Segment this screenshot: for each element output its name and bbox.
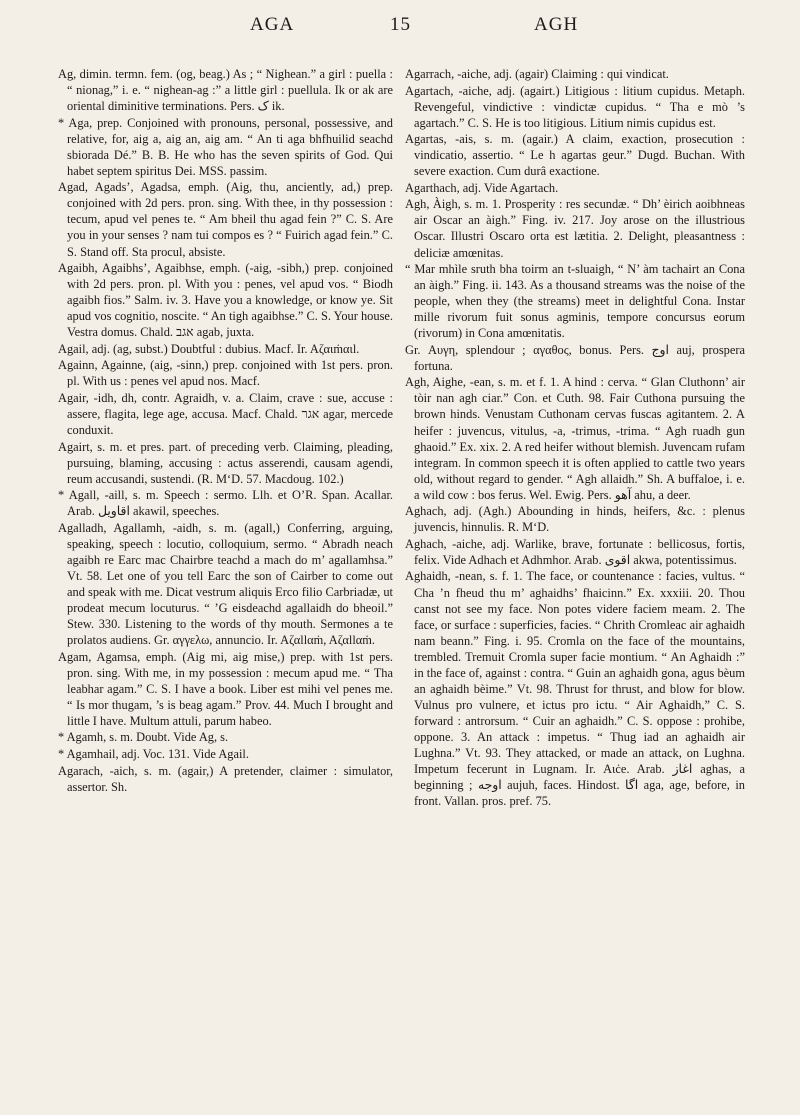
entry-aghach-hinds: Aghach, adj. (Agh.) Abounding in hinds, heifers, &c. : plenus juvencis, hinnulis. R. M‘D. <box>405 504 745 535</box>
entry-agair: Agair, -idh, dh, contr. Agraidh, v. a. Claim, crave : sue, accuse : assere, flagita, lege age, accusa. Macf. Chald. אגר agar, mercede conduxit. <box>58 390 393 438</box>
entry-agartas: Agartas, -ais, s. m. (agair.) A claim, exaction, prosecution : vindicatio, assertio. “ Le h agartas geur.” Dugd. Buchan. With severe exaction. Cum durâ exactione. <box>405 132 745 179</box>
entry-agairt: Agairt, s. m. et pres. part. of preceding verb. Claiming, pleading, pursuing, blaming, accusing : actus asserendi, causam agendi, reum accusandi, sustendi. (R. M‘D. 57. Macdoug. 102.) <box>58 439 393 486</box>
left-column <box>58 66 393 1101</box>
entry-aghach-warlike: Aghach, -aiche, adj. Warlike, brave, fortunate : bellicosus, fortis, felix. Vide Adhach et Adhmhor. Arab. اقوى akwa, potentissimus. <box>405 536 745 567</box>
entry-agaibh: Agaibh, Agaibhs’, Agaibhse, emph. (-aig, -sibh,) prep. conjoined with 2d pers. pron. pl. With you : penes, vel apud vos. “ Biodh agaibh fios.” Salm. iv. 3. Have you a knowledge, or know ye. Sit apud vos cognitio, noscite. “ An tigh agaibhse.” C. S. Your house. Vestra domus. Chald. אגב agab, juxta. <box>58 261 393 340</box>
entry-agartach: Agartach, -aiche, adj. (agairt.) Litigious : litium cupidus. Metaph. Revengeful, vindictive : vindictæ cupidus. “ Tha e mò ’s agartach.” C. S. He is too litigious. Litium nimis cupidus est. <box>405 83 745 130</box>
entry-agh-hind: Agh, Aighe, -ean, s. m. et f. 1. A hind : cerva. “ Glan Cluthonn’ air tòir nan agh ciar.” Con. et Cuth. 98. Fair Cuthona pursuing the brown hinds. Venustam Cuthonam cervas fuscas agitantem. 2. A heifer : juvencus, vitulus, -a, -trimus, -trima. “ Agh ruadh gun ghaoid.” Ex. xix. 2. A red heifer without blemish. Juvencam rufam integram. In common speech it is often applied to cattle two years old, without regard to gender. “ Agh allaidh.” Sh. A buffaloe, i. e. a wild cow : bos ferus. Wel. Ewig. Pers. آهو ahu, a deer. <box>405 375 745 502</box>
entry-agalladh: Agalladh, Agallamh, -aidh, s. m. (agall,) Conferring, arguing, speaking, speech : locutio, colloquium, sermo. “ Abradh neach agaibh re Earc mac Chairbre teachd a mach do m’ agallamhsa.” Vt. 58. Let one of you tell Earc the son of Cairber to come out and speak with me. Dicat vestrum aliquis Erco filio Carbriadæ, ut prodeat mecum locuturus. “ ’G eisdeachd agallaidh do bheoil.” Stew. 330. Listening to the words of thy mouth. Sermones a te prolatos audiens. Gr. αγγελω, annuncio. Ir. Aζαllαṁ, Aζαllαṁ. <box>58 520 393 648</box>
entry-agamhail: * Agamhail, adj. Voc. 131. Vide Agail. <box>58 746 249 761</box>
entry-agh-etymology: Gr. Αυγη, splendour ; αγαθος, bonus. Pers. اوج auj, prospera fortuna. <box>405 342 745 373</box>
right-guide-word: AGH <box>534 14 579 35</box>
right-column <box>405 66 745 1101</box>
entry-agh-prosperity: Agh, Àigh, s. m. 1. Prosperity : res secundæ. “ Dh’ èirich aoibhneas air Oscar an àigh.” Fing. iv. 217. Joy arose on the illustrious Oscar. Illustri Oscaro orta est lætitia. 2. Delight, pleasantness : deliciæ amœnitas. <box>405 197 745 260</box>
entry-agam: Agam, Agamsa, emph. (Aig mi, aig mise,) prep. with 1st pers. pron. sing. With me, in my possession : mecum apud me. “ Tha leabhar agam.” C. S. I have a book. Liber est mihi vel penes me. “ Is mor thugam, ’s is beag agam.” Prov. 44. Much I brought and little I have. Multum attuli, parum habeo. <box>58 649 393 728</box>
entry-agarach: Agarach, -aich, s. m. (agair,) A pretender, claimer : simulator, assertor. Sh. <box>58 763 393 794</box>
entry-agh-quotation: “ Mar mhìle sruth bha toirm an t-sluaigh, “ N’ àm tachairt an Cona an àigh.” Fing. ii. 143. As a thousand streams was the noise of the people, when they (the streams) meet in delightful Cona. Instar mille rivorum fuit sonus agminis, tempore concursus eorum (rivorum) in Cona amœnitatis. <box>405 262 745 341</box>
entry-aghaidh: Aghaidh, -nean, s. f. 1. The face, or countenance : facies, vultus. “ Cha ’n fheud thu m’ aghaidhs’ fhaicinn.” Ex. xxxiii. 20. Thou canst not see my face. Non potes videre faciem meam. 2. The face, or surface : superficies, facies. “ Chrith Cromleac air aghaidh nam beann.” Fing. i. 95. Cromla on the face of the mountains, trembled. Tremuit Cromla super facie montium. “ An Aghaidh :” in the face of, against : contra. “ Guin an aghaidh gona, agus bèum an aghaidh bèime.” Vt. 98. Thrust for thrust, and blow for blow. Vulnus pro vulnere, et ictus pro ictu. “ Air Aghaidh,” C. S. forward : antrorsum. “ Cuir an aghaidh.” C. S. oppose : prohibe, oppone. 3. An attack : impetus. “ Thug iad an aghaidh air Lughna.” Vt. 93. They attacked, or made an attack, on Lughna. Impetum fecerunt in Lugnam. Ir. Aιċe. Arab. اغاز aghas, a beginning ; اوجه aujuh, faces. Hindost. اگا aga, age, before, in front. Vallan. pros. pref. 75. <box>405 569 745 809</box>
page-number: 15 <box>390 14 411 35</box>
entry-agail: Agail, adj. (ag, subst.) Doubtful : dubius. Macf. Ir. Aζαιṁαιl. <box>58 341 360 356</box>
entry-agad: Agad, Agads’, Agadsa, emph. (Aig, thu, anciently, ad,) prep. conjoined with 2d pers. pron. sing. With thee, in thy possession : tecum, apud vel penes te. “ Am bheil thu agad fein ?” C. S. Are you in your senses ? nam tui compos es ? “ Fuirich agad fein.” C. S. Stand off. Sta procul, absiste. <box>58 180 393 259</box>
entry-agall: * Agall, -aill, s. m. Speech : sermo. Llh. et O’R. Span. Acallar. Arab. اقاويل akawil, speeches. <box>58 488 393 519</box>
entry-agarrach: Agarrach, -aiche, adj. (agair) Claiming : qui vindicat. <box>405 67 669 81</box>
entry-ag: Ag, dimin. termn. fem. (og, beag.) As ; “ Nighean.” a girl : puella : “ nionag,” i. e. “ nighean-ag :” a little girl : puellula. Ik or ak are oriental diminitive terminations. Pers. ک ik. <box>58 67 393 114</box>
left-guide-word: AGA <box>250 14 295 35</box>
entry-againn: Againn, Againne, (aig, -sinn,) prep. conjoined with 1st pers. pron. pl. With us : penes vel apud nos. Macf. <box>58 358 393 389</box>
entry-agamh: * Agamh, s. m. Doubt. Vide Ag, s. <box>58 730 229 745</box>
entry-agarthach: Agarthach, adj. Vide Agartach. <box>405 180 559 195</box>
entry-aga: * Aga, prep. Conjoined with pronouns, personal, possessive, and relative, for, aig a, aig an, aig am. “ An ti aga bhfhuilid seachd sbiorada Dé.” B. B. He who has the seven spirits of God. Qui habet septem spiritus Dei. MSS. passim. <box>58 115 393 178</box>
running-header <box>0 14 800 44</box>
